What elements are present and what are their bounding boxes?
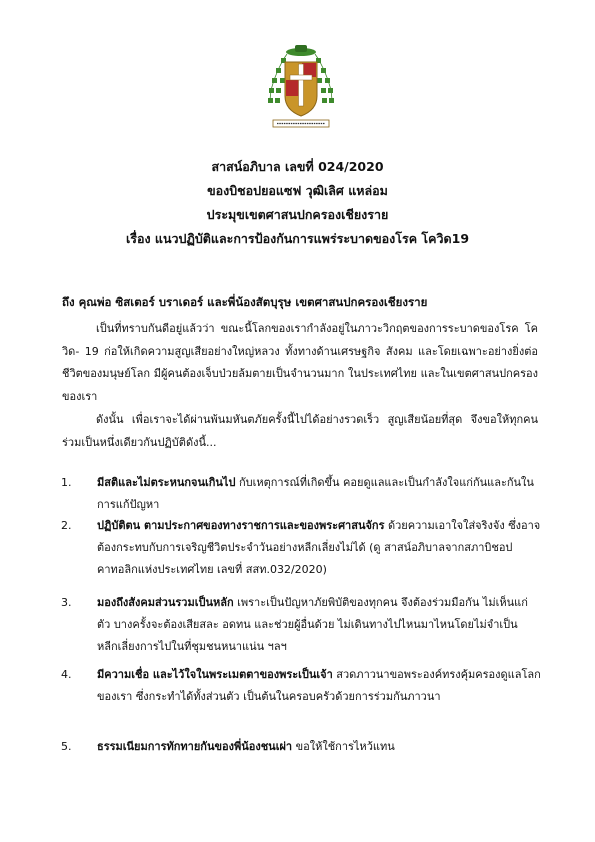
list-item-number: 1. [61,476,72,489]
diocese-title: ประมุขเขตศาสนปกครองเชียงราย [206,207,389,222]
bishop-coat-of-arms-icon [265,40,337,132]
letter-number-title: สาสน์อภิบาล เลขที่ 024/2020 [211,159,384,174]
paragraph-request: ดังนั้น เพื่อเราจะได้ผ่านพ้นมหันตภัยครั้งนี้ไปได้อย่างรวดเร็ว สูญเสียน้อยที่สุด จึงขอให้ทุกคนร่วมเป็นหนึ่งเดียวกันปฏิบัติดังนี้... [62,413,538,449]
list-item-text: กับเหตุการณ์ที่เกิดขึ้น คอยดูแลและเป็นกำลังใจแก่กันและกันในการแก้ปัญหา [97,476,534,511]
list-item [61,515,541,581]
list-item-number: 4. [61,668,72,681]
list-item-heading: มีความเชื่อ และไว้ใจในพระเมตตาของพระเป็นเจ้า [97,668,333,681]
list-item [61,736,541,758]
list-item [61,664,541,708]
bishop-name: ของบิชอปยอแซฟ วุฒิเลิศ แหล่อม [207,183,388,198]
letter-subject: เรื่อง แนวปฏิบัติและการป้องกันการแพร่ระบาดของโรค โควิด19 [125,231,470,246]
paragraph-intro: เป็นที่ทราบกันดีอยู่แล้วว่า ขณะนี้โลกของเรากำลังอยู่ในภาวะวิกฤตของการระบาดของโรค โควิด- 19 ก่อให้เกิดความสูญเสียอย่างใหญ่หลวง ทั้งทางด้านเศรษฐกิจ สังคม และโดยเฉพาะอย่างยิ่งต่อชีวิตของมนุษย์โลก มีผู้คนต้องเจ็บป่วยล้มตายเป็นจำนวนมาก ในประเทศไทย และในเขตศาสนปกครองของเรา [62,322,538,403]
list-item [61,472,541,516]
list-item-number: 2. [61,519,72,532]
list-item-number: 3. [61,596,72,609]
list-item-heading: ธรรมเนียมการทักทายกันของพี่น้องชนเผ่า [97,740,293,753]
list-item-text: ขอให้ใช้การไหว้แทน [292,740,395,753]
list-item [61,592,541,658]
list-item-text: สวดภาวนาขอพระองค์ทรงคุ้มครองดูแลโลกของเรา ซึ่งกระทำได้ทั้งส่วนตัว เป็นต้นในครอบครัวด้วยการร่วมกันภาวนา [97,668,541,703]
greeting: ถึง คุณพ่อ ซิสเตอร์ บราเดอร์ และพี่น้องสัตบุรุษ เขตศาสนปกครองเชียงราย [62,295,428,309]
list-item-text: เพราะเป็นปัญหาภัยพิบัติของทุกคน จึงต้องร่วมมือกัน ไม่เห็นแก่ตัว บางครั้งจะต้องเสียสละ อดทน และช่วยผู้อื่นด้วย ไม่เดินทางไปไหนมาไหนโดยไม่จำเป็น หลีกเลี่ยงการไปในที่ชุมชนหนาแน่น ฯลฯ [97,596,528,653]
list-item-heading: มองถึงสังคมส่วนรวมเป็นหลัก [97,596,234,609]
list-item-heading: มีสติและไม่ตระหนกจนเกินไป [97,476,236,489]
list-item-text: ด้วยความเอาใจใส่จริงจัง ซึ่งอาจต้องกระทบกับการเจริญชีวิตประจำวันอย่างหลีกเลี่ยงไม่ได้ (ดู สาสน์อภิบาลจากสภาบิชอปคาทอลิกแห่งประเทศไทย เลขที่ สสท.032/2020) [97,519,541,576]
list-item-number: 5. [61,740,72,753]
list-item-heading: ปฏิบัติตน ตามประกาศของทางราชการและของพระศาสนจักร [97,519,385,532]
